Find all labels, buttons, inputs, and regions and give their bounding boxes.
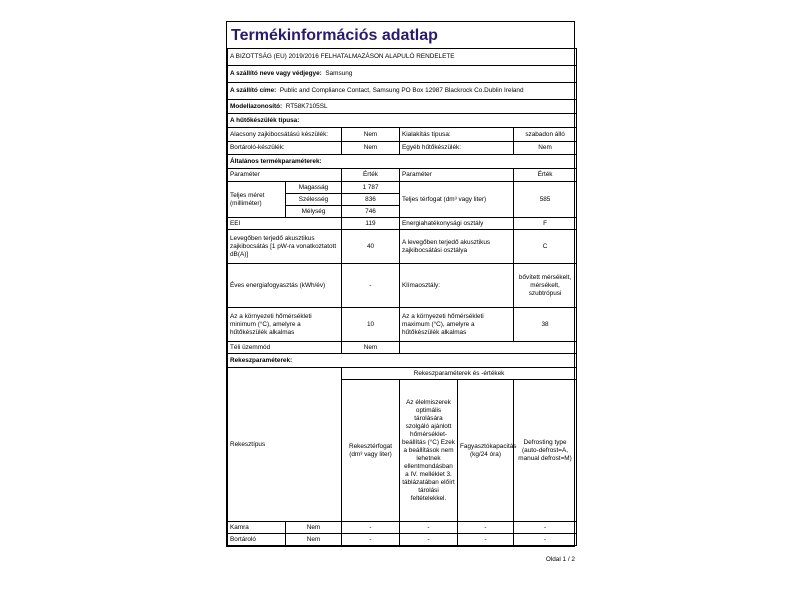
col-compartment-temp: Az élelmiszerek optimális tárolására szolgáló ajánlott hőmérséklet-beállítás (°C) Ezek a beállítások nem lehetnek ellentmondásban a IV. melléklet 3. táblázatában előírt tárolási feltételekkel. [400,380,458,522]
max-temp-label: Az a környezeti hőmérsékleti maximum (°C), amelyre a hűtőkészülék alkalmas [400,308,514,342]
compartment-volume: - [342,522,400,534]
winter-value: Nem [342,342,400,354]
noise-label: Levegőben terjedő akusztikus zajkibocsátás [1 pW-ra vonatkoztatott dB(A)] [228,230,342,264]
dims-label: Teljes méret (milliméter) [228,182,286,218]
noise-class-value: C [514,230,577,264]
col-param: Paraméter [228,169,342,182]
energy-class-value: F [514,218,577,230]
winter-label: Téli üzemmód [228,342,342,354]
col-compartment-defrost: Defrosting type (auto-defrost=A, manual defrost=M) [514,380,577,522]
max-temp-value: 38 [514,308,577,342]
low-noise-label: Alacsony zajkibocsátású készülék: [228,128,342,142]
other-label: Egyéb hűtőkészülék: [400,142,514,155]
supplier-address-label: A szállító címe: [230,87,277,94]
volume-label: Teljes térfogat (dm³ vagy liter) [400,182,514,218]
compartment-name: Kamra [228,522,286,534]
compartment-name: Bortároló [228,534,286,546]
width-label: Szélesség [286,194,342,206]
page-number: Oldal 1 / 2 [545,556,575,563]
volume-value: 585 [514,182,577,218]
climate-label: Klímaosztály: [400,264,514,308]
winter-empty [400,342,577,354]
col-value: Érték [342,169,400,182]
table-row [228,522,577,534]
compartment-present: Nem [286,522,342,534]
compartment-freeze: - [458,534,514,546]
supplier-address-value: Public and Compliance Contact, Samsung PO Box 12987 Blackrock Co.Dublin Ireland [279,87,524,94]
table-row [228,534,577,546]
eei-value: 119 [342,218,400,230]
col-compartment-freeze: Fagyasztókapacitás (kg/24 óra) [458,380,514,522]
climate-value: bővített mérsékelt, mérsékelt, szubtrópusi [514,264,577,308]
supplier-name-row [228,66,577,83]
wine-label: Bortároló-készülék: [228,142,342,155]
height-label: Magasság [286,182,342,194]
regulation-subtitle: A BIZOTTSÁG (EU) 2019/2016 FELHATALMAZÁSON ALAPULÓ RENDELETE [228,49,577,66]
compartment-volume: - [342,534,400,546]
wine-value: Nem [342,142,400,155]
energy-class-label: Energiahatékonysági osztály [400,218,514,230]
width-value: 836 [342,194,400,206]
depth-value: 746 [342,206,400,218]
product-info-sheet [226,21,575,547]
info-table [227,48,577,546]
design-value: szabadon álló [514,128,577,142]
general-heading: Általános termékparaméterek: [228,155,577,169]
noise-class-label: A levegőben terjedő akusztikus zajkibocsátási osztálya [400,230,514,264]
compartment-present: Nem [286,534,342,546]
model-value: RT58K7105SL [285,102,328,110]
annual-label: Éves energiafogyasztás (kWh/év) [228,264,342,308]
supplier-address-row [228,83,577,100]
page-title: Termékinformációs adatlap [231,27,438,44]
model-row [228,100,577,114]
supplier-name-label: A szállító neve vagy védjegye: [230,70,322,77]
model-label: Modellazonosító: [230,102,283,110]
min-temp-value: 10 [342,308,400,342]
eei-label: EEI [228,218,342,230]
col-param-2: Paraméter [400,169,514,182]
compartment-freeze: - [458,522,514,534]
min-temp-label: Az a környezeti hőmérsékleti minimum (°C), amelyre a hűtőkészülék alkalmas [228,308,342,342]
compartment-temp: - [400,534,458,546]
supplier-name-value: Samsung [325,70,353,77]
sheet-frame [226,21,575,547]
type-section-heading: A hűtőkészülék típusa: [228,114,577,128]
noise-value: 40 [342,230,400,264]
col-value-2: Érték [514,169,577,182]
compartment-type-label: Rekesztípus [228,368,342,522]
compartment-defrost: - [514,522,577,534]
annual-value: - [342,264,400,308]
design-label: Kialakítás típusa: [400,128,514,142]
compartment-group-header: Rekeszparaméterek és -értékek [342,368,577,380]
depth-label: Mélység [286,206,342,218]
other-value: Nem [514,142,577,155]
low-noise-value: Nem [342,128,400,142]
col-compartment-volume: Rekesztérfogat (dm³ vagy liter) [342,380,400,522]
compartment-temp: - [400,522,458,534]
height-value: 1 787 [342,182,400,194]
compartment-defrost: - [514,534,577,546]
compartments-heading: Rekeszparaméterek: [228,354,577,368]
